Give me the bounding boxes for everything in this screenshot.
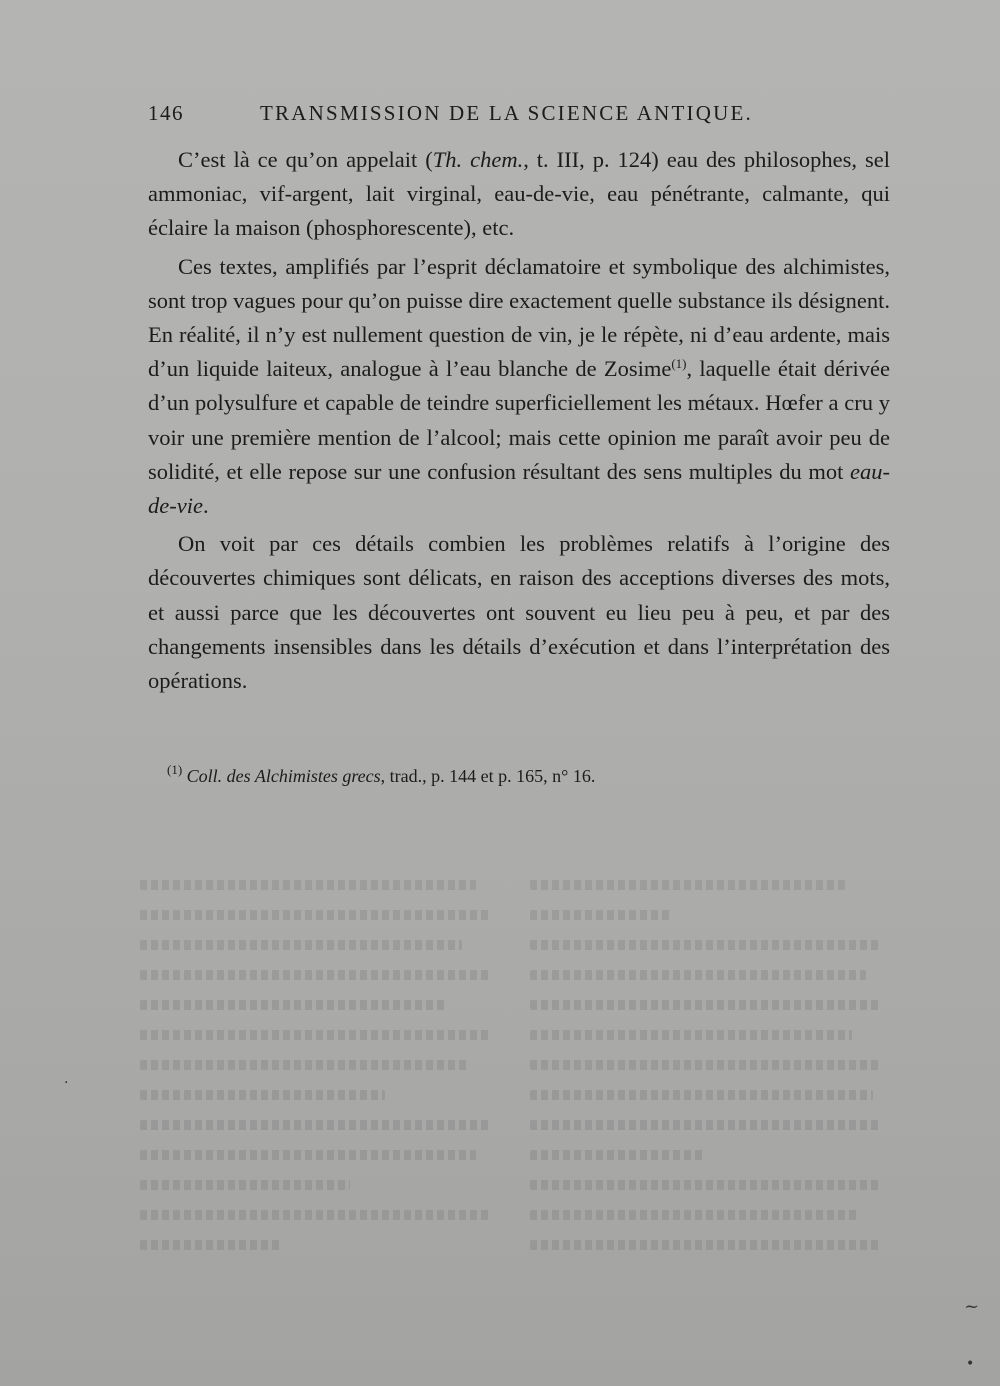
- paragraph-1-citation: Th. chem.: [432, 147, 524, 172]
- body-text: [148, 143, 890, 702]
- footnote-marker: (1): [167, 762, 183, 777]
- running-head: [148, 101, 878, 133]
- verso-bleed-through: [140, 880, 880, 1270]
- paragraph-2-text-c: .: [202, 493, 209, 519]
- footnote-reference: (1): [671, 356, 687, 372]
- verso-column-left: [140, 880, 490, 1270]
- paragraph-2-text-a: Ces textes, amplifiés par l’esprit déclamatoire et symbolique des alchimistes, sont trop vagues pour qu’on puisse dire exactement quelle substance ils désignent. En réalité, il n’y est nullement question de vin, je le répète, ni d’eau ardente, mais d’un liquide laiteux, analogue à l’eau blanche de Zosime: [148, 253, 890, 382]
- verso-column-right: [530, 880, 880, 1270]
- footnote: [167, 763, 887, 789]
- paper-speck: ~: [964, 1296, 980, 1317]
- paper-speck: ·: [64, 1075, 69, 1091]
- page-number: 146: [148, 101, 184, 125]
- paragraph-1: [148, 143, 890, 246]
- footnote-title: Coll. des Alchimistes grecs: [186, 766, 381, 786]
- paragraph-3: On voit par ces détails combien les problèmes relatifs à l’origine des découvertes chimiques sont délicats, en raison des acceptions diverses des mots, et aussi parce que les découvertes ont souvent eu lieu peu à peu, et par des changements insensibles dans les détails d’exécution et dans l’interprétation des opérations.: [148, 531, 890, 694]
- paragraph-1-text-b: , t. III, p. 124) eau des philosophes, sel ammoniac, vif-argent, lait virginal, eau-de-vie, eau pénétrante, calmante, qui éclaire la maison (phosphorescente), etc.: [148, 147, 890, 241]
- footnote-rest: , trad., p. 144 et p. 165, n° 16.: [380, 766, 596, 786]
- running-title: TRANSMISSION DE LA SCIENCE ANTIQUE.: [260, 101, 753, 125]
- paragraph-2-italic-term: eau-de-vie: [148, 458, 890, 519]
- paragraph-2: [148, 250, 890, 524]
- paragraph-1-text-a: C’est là ce qu’on appelait (: [178, 147, 433, 172]
- paragraph-2-text-b: , laquelle était dérivée d’un polysulfure et capable de teindre superficiellement les métaux. Hœfer a cru y voir une première mention de l’alcool; mais cette opinion me paraît avoir peu de solidité, et elle repose sur une confusion résultant des sens multiples du mot: [148, 356, 890, 484]
- paper-speck: •: [966, 1356, 975, 1372]
